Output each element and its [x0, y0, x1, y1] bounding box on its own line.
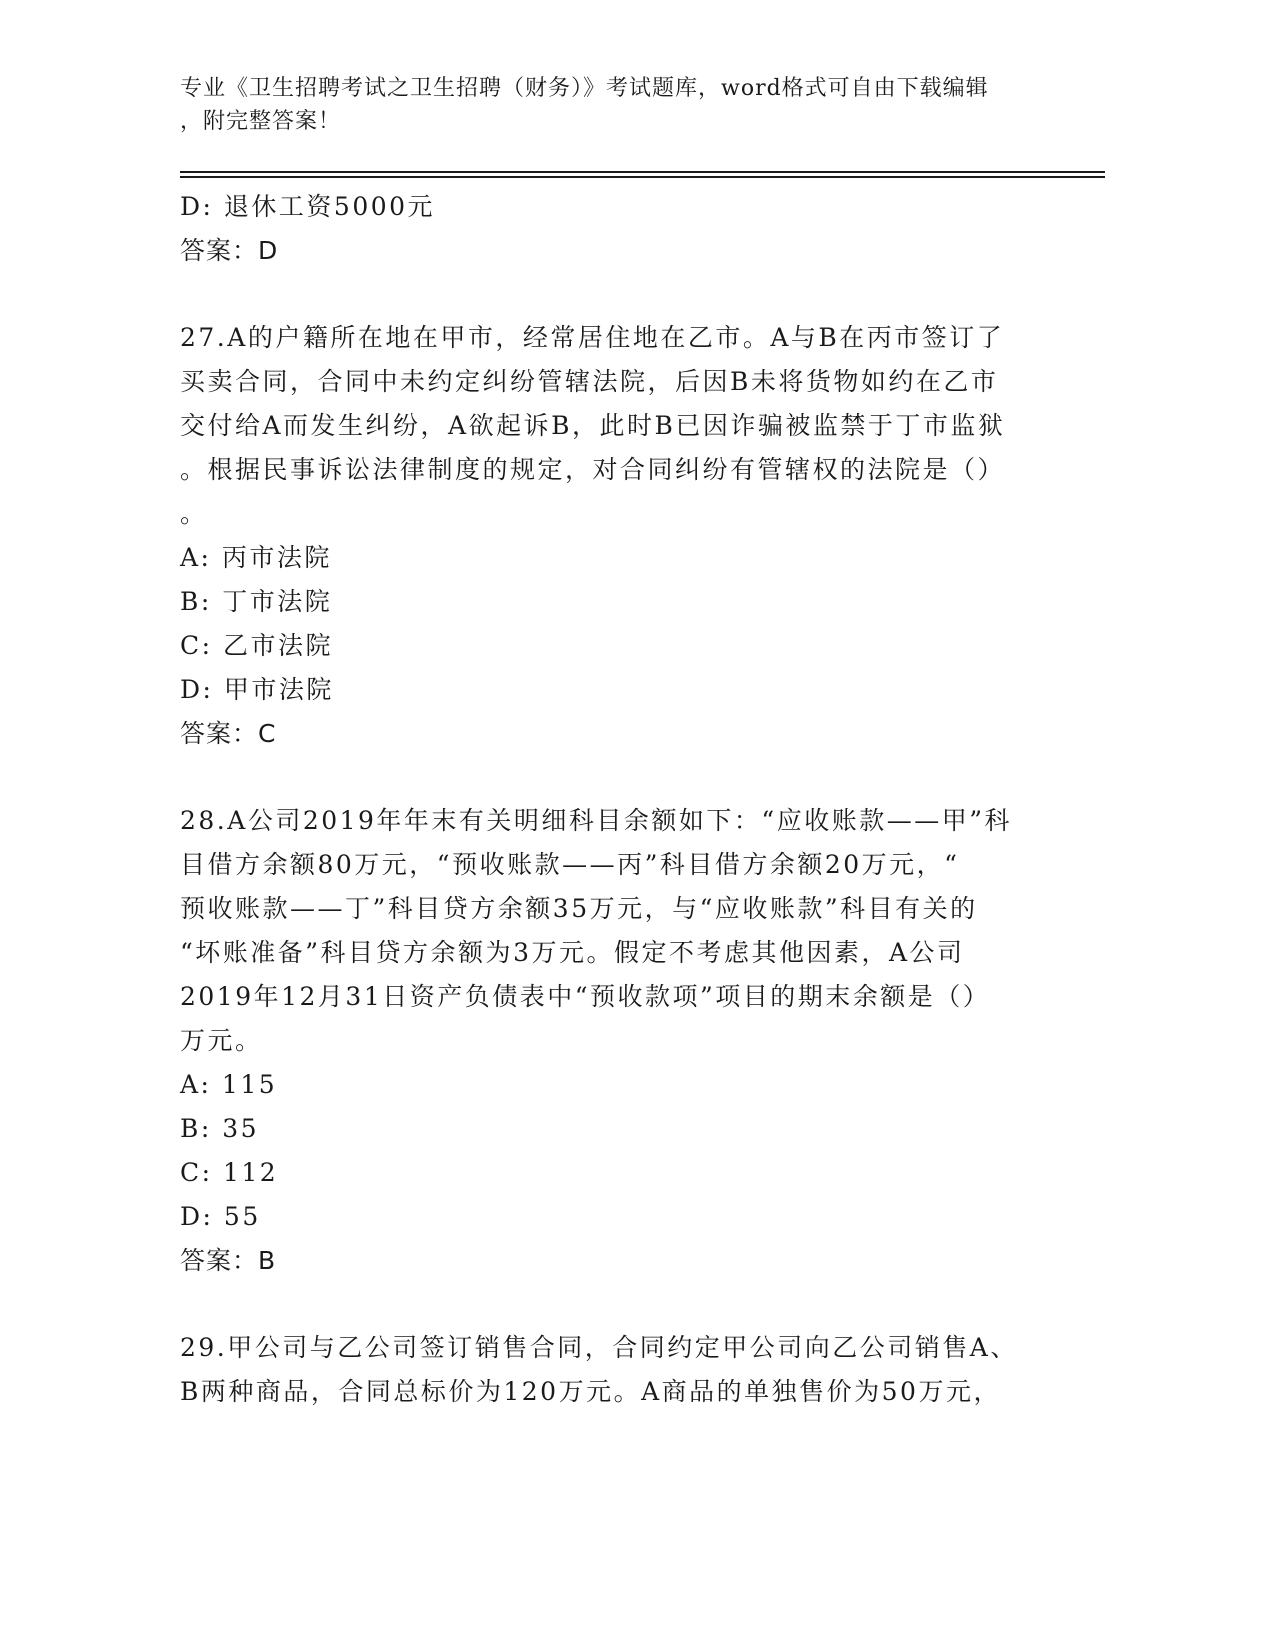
prev-answer: 答案：D [180, 236, 279, 265]
question-27-text-line: 27.A的户籍所在地在甲市，经常居住地在乙市。A与B在丙市签订了 [180, 323, 1005, 352]
header-rule-top [180, 171, 1105, 173]
question-29-text-line: 29.甲公司与乙公司签订销售合同，合同约定甲公司向乙公司销售A、 [180, 1333, 1018, 1362]
question-28-option-c: C: 112 [180, 1158, 279, 1187]
question-27-option-a: A: 丙市法院 [180, 543, 332, 572]
question-27-text-line: 。根据民事诉讼法律制度的规定，对合同纠纷有管辖权的法院是（） [180, 455, 1006, 484]
question-27-option-c: C: 乙市法院 [180, 631, 333, 660]
question-28-text-line: 预收账款——丁”科目贷方余额35万元，与“应收账款”科目有关的 [180, 894, 978, 923]
question-28-text-line: 目借方余额80万元，“预收账款——丙”科目借方余额20万元，“ [180, 850, 960, 879]
prev-option-d: D: 退休工资5000元 [180, 192, 436, 221]
header-line-1: 专业《卫生招聘考试之卫生招聘（财务）》考试题库，word格式可自由下载编辑 [180, 76, 989, 101]
question-29-text-line: B两种商品，合同总标价为120万元。A商品的单独售价为50万元， [180, 1377, 1001, 1406]
question-28-answer: 答案：B [180, 1246, 277, 1275]
question-27-answer: 答案：C [180, 719, 277, 748]
question-28-text-line: “坏账准备”科目贷方余额为3万元。假定不考虑其他因素，A公司 [180, 938, 965, 967]
document-header [180, 72, 1060, 138]
question-28-option-a: A: 115 [180, 1070, 278, 1099]
question-28-option-b: B: 35 [180, 1114, 260, 1143]
question-27-text-line: 。 [180, 499, 208, 528]
question-28-text-line: 28.A公司2019年年末有关明细科目余额如下：“应收账款——甲”科 [180, 806, 1012, 835]
question-28-option-d: D: 55 [180, 1202, 261, 1231]
document-body [180, 185, 1050, 1414]
question-27 [180, 316, 1050, 756]
question-gap [180, 1283, 1050, 1326]
question-29 [180, 1326, 1050, 1414]
header-rule-bottom [180, 176, 1105, 178]
question-gap [180, 756, 1050, 799]
question-gap [180, 273, 1050, 316]
question-27-text-line: 交付给A而发生纠纷，A欲起诉B，此时B已因诈骗被监禁于丁市监狱 [180, 411, 1006, 440]
question-27-text-line: 买卖合同，合同中未约定纠纷管辖法院，后因B未将货物如约在乙市 [180, 367, 999, 396]
question-27-option-d: D: 甲市法院 [180, 675, 334, 704]
header-line-2: ，附完整答案！ [180, 109, 342, 134]
question-28-text-line: 2019年12月31日资产负债表中“预收款项”项目的期末余额是（） [180, 982, 991, 1011]
question-28 [180, 799, 1050, 1283]
question-27-option-b: B: 丁市法院 [180, 587, 333, 616]
question-28-text-line: 万元。 [180, 1026, 263, 1055]
